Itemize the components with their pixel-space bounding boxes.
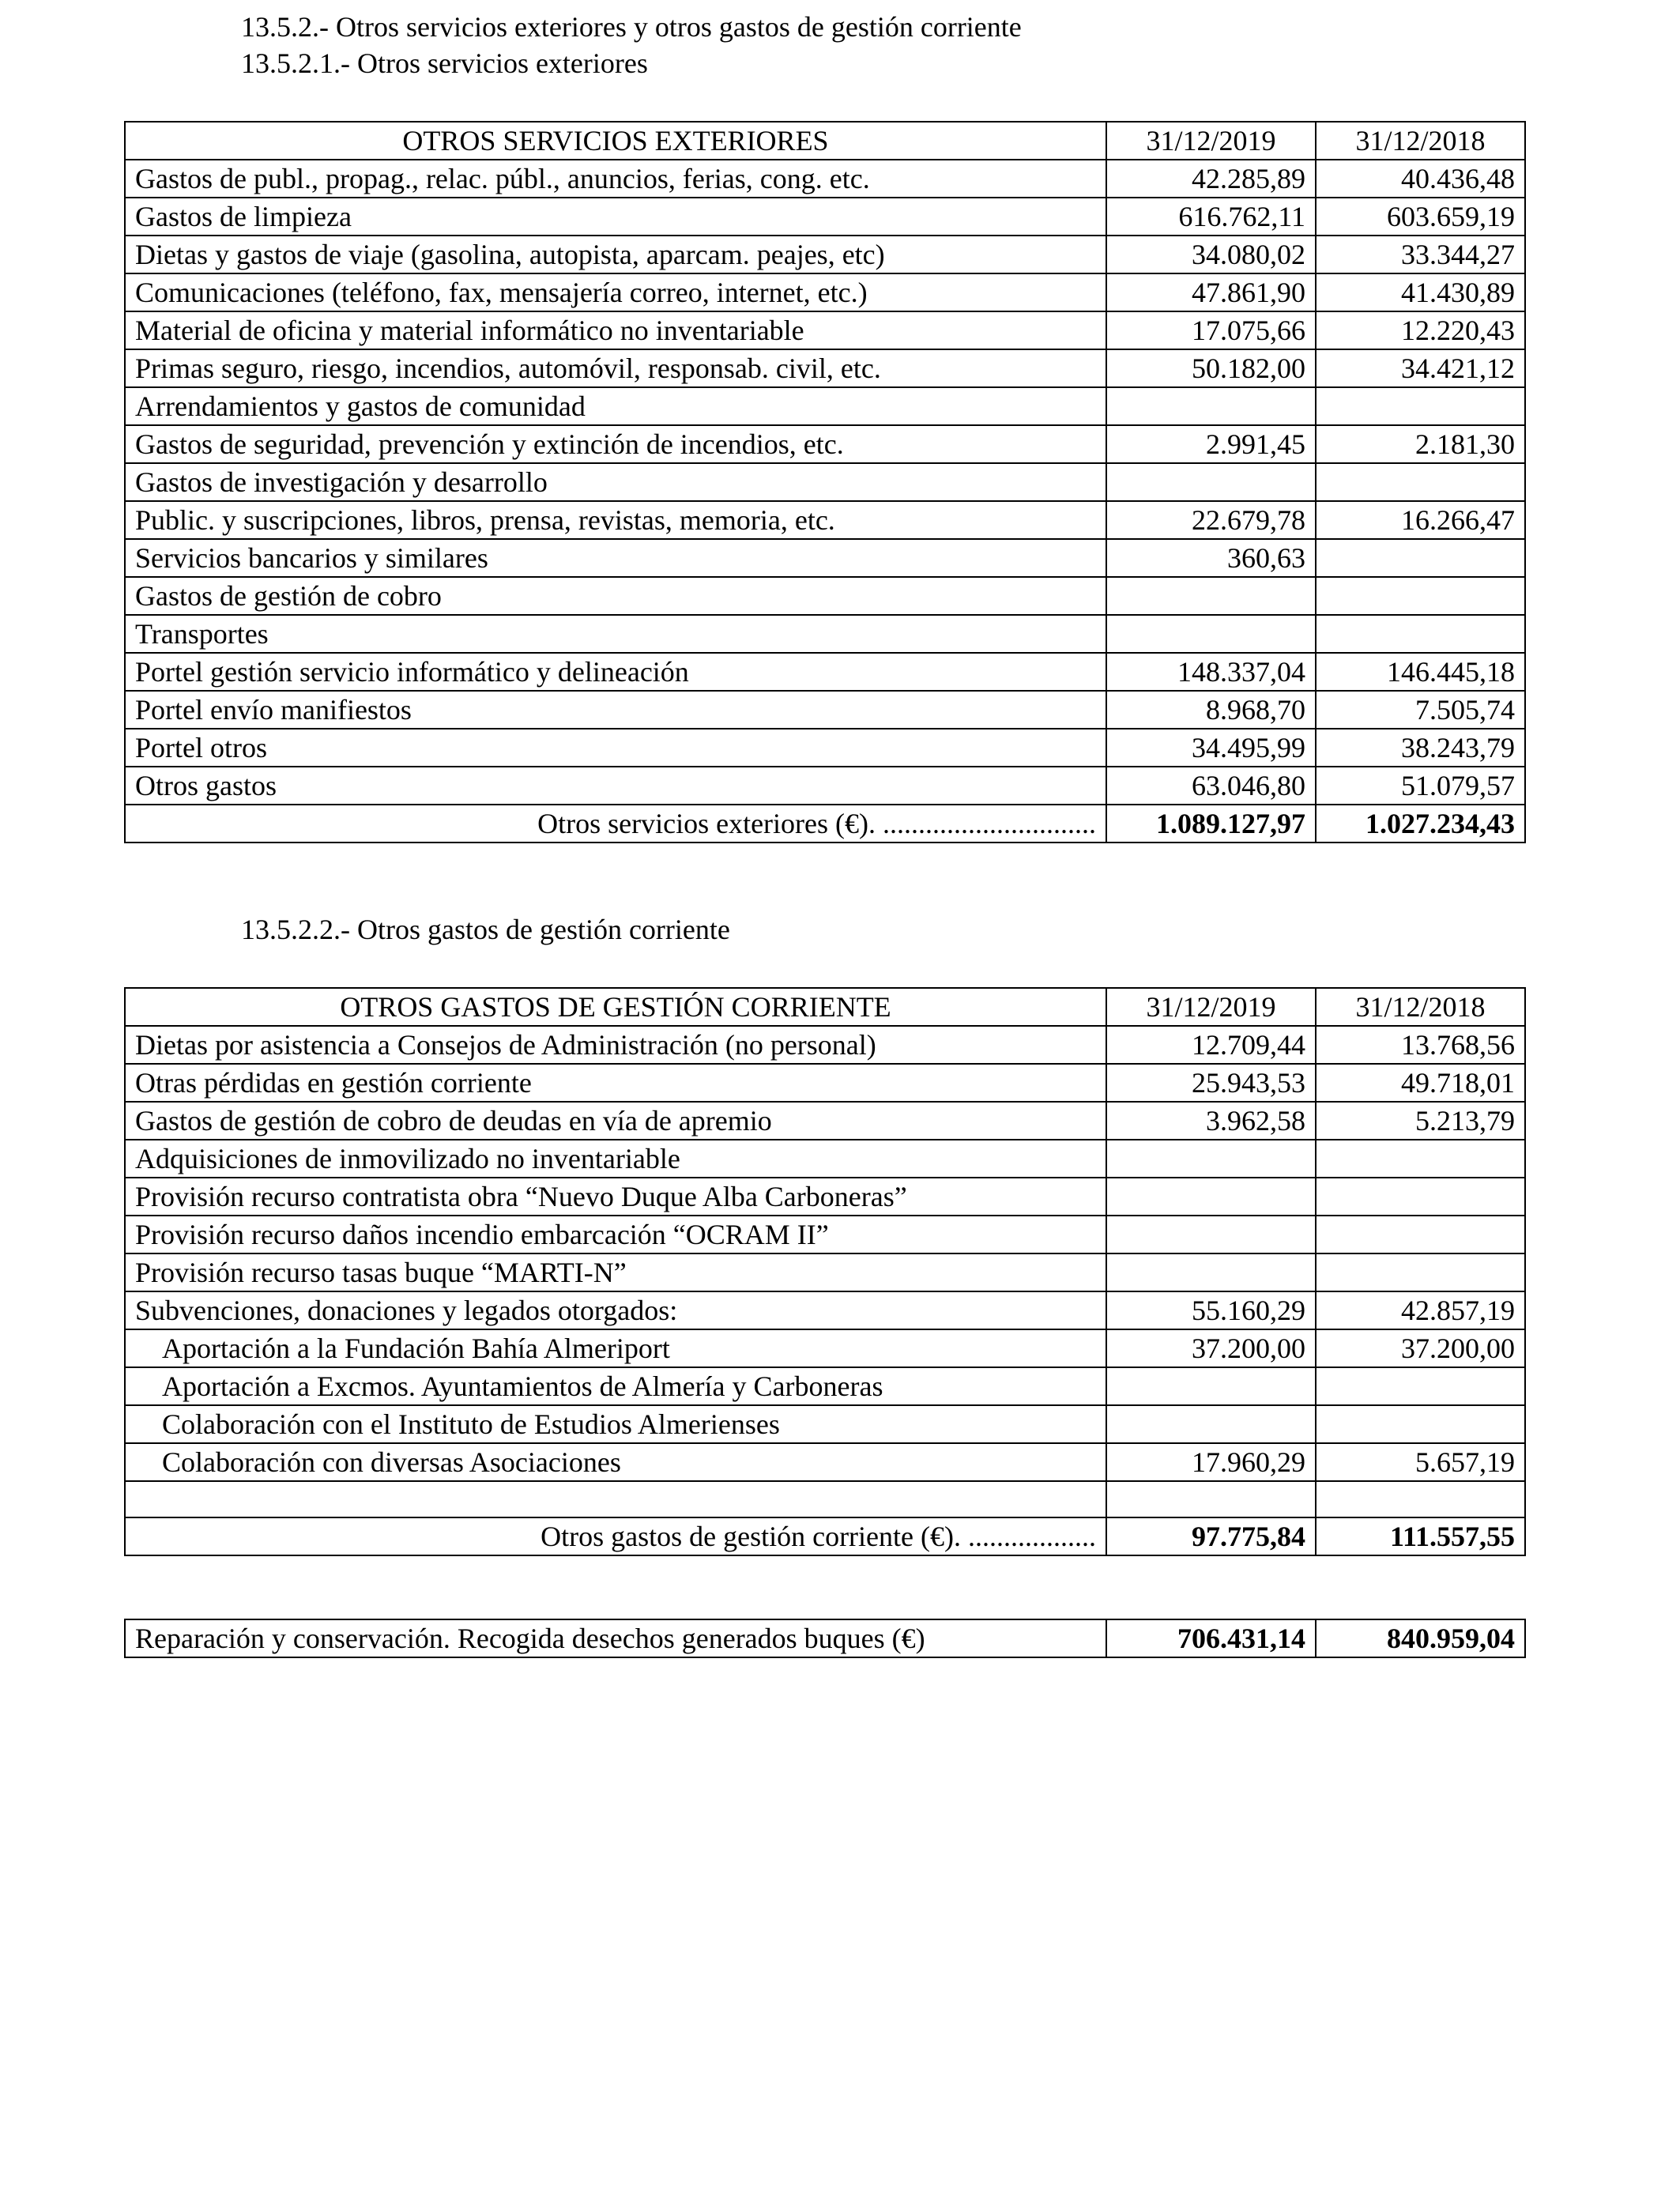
table-row bbox=[125, 1178, 1525, 1216]
table-row bbox=[125, 387, 1525, 425]
value-2018: 51.079,57 bbox=[1316, 767, 1525, 805]
row-label: Aportación a la Fundación Bahía Almeriport bbox=[125, 1329, 1106, 1367]
value-2018: 5.213,79 bbox=[1316, 1102, 1525, 1140]
total-2019: 97.775,84 bbox=[1106, 1517, 1316, 1555]
value-2018: 37.200,00 bbox=[1316, 1329, 1525, 1367]
value-2018 bbox=[1316, 1216, 1525, 1253]
table-row bbox=[125, 1102, 1525, 1140]
row-label: Gastos de gestión de cobro de deudas en vía de apremio bbox=[125, 1102, 1106, 1140]
row-label: Transportes bbox=[125, 615, 1106, 653]
value-2019: 22.679,78 bbox=[1106, 501, 1316, 539]
value-2019 bbox=[1106, 1405, 1316, 1443]
value-2018: 2.181,30 bbox=[1316, 425, 1525, 463]
table-row bbox=[125, 1216, 1525, 1253]
value-2018 bbox=[1316, 577, 1525, 615]
row-label: Otras pérdidas en gestión corriente bbox=[125, 1064, 1106, 1102]
row-label: Gastos de seguridad, prevención y extinción de incendios, etc. bbox=[125, 425, 1106, 463]
table-row bbox=[125, 1481, 1525, 1517]
table-row bbox=[125, 577, 1525, 615]
value-2018: 34.421,12 bbox=[1316, 349, 1525, 387]
row-label: Gastos de limpieza bbox=[125, 198, 1106, 236]
value-2019: 360,63 bbox=[1106, 539, 1316, 577]
value-2018: 41.430,89 bbox=[1316, 273, 1525, 311]
table-row bbox=[125, 198, 1525, 236]
table-row bbox=[125, 501, 1525, 539]
row-label: Provisión recurso tasas buque “MARTI-N” bbox=[125, 1253, 1106, 1291]
row-label: Otros gastos bbox=[125, 767, 1106, 805]
header-label: OTROS SERVICIOS EXTERIORES bbox=[125, 122, 1106, 160]
value-2018: 5.657,19 bbox=[1316, 1443, 1525, 1481]
value-2019 bbox=[1106, 577, 1316, 615]
table-row bbox=[125, 1443, 1525, 1481]
header-2018: 31/12/2018 bbox=[1316, 122, 1525, 160]
table-row bbox=[125, 767, 1525, 805]
value-2018: 146.445,18 bbox=[1316, 653, 1525, 691]
row-label bbox=[125, 1481, 1106, 1517]
value-2019 bbox=[1106, 387, 1316, 425]
value-2018: 40.436,48 bbox=[1316, 160, 1525, 198]
value-2018: 33.344,27 bbox=[1316, 236, 1525, 273]
value-2019 bbox=[1106, 1253, 1316, 1291]
section-heading-13-5-2-1: 13.5.2.1.- Otros servicios exteriores bbox=[241, 47, 648, 79]
table-row bbox=[125, 1367, 1525, 1405]
row-label: Dietas por asistencia a Consejos de Administración (no personal) bbox=[125, 1026, 1106, 1064]
table-row bbox=[125, 615, 1525, 653]
value-2018 bbox=[1316, 1367, 1525, 1405]
table-row bbox=[125, 1026, 1525, 1064]
table-row bbox=[125, 653, 1525, 691]
value-2018: 840.959,04 bbox=[1316, 1619, 1525, 1657]
total-label: Otros servicios exteriores (€). .............................. bbox=[125, 805, 1106, 843]
table-header-row bbox=[125, 122, 1525, 160]
value-2018: 42.857,19 bbox=[1316, 1291, 1525, 1329]
table-row bbox=[125, 273, 1525, 311]
table-row bbox=[125, 1329, 1525, 1367]
value-2019: 34.495,99 bbox=[1106, 729, 1316, 767]
row-label: Dietas y gastos de viaje (gasolina, autopista, aparcam. peajes, etc) bbox=[125, 236, 1106, 273]
table-row bbox=[125, 1140, 1525, 1178]
row-label: Comunicaciones (teléfono, fax, mensajería correo, internet, etc.) bbox=[125, 273, 1106, 311]
value-2019: 50.182,00 bbox=[1106, 349, 1316, 387]
value-2019: 25.943,53 bbox=[1106, 1064, 1316, 1102]
value-2019 bbox=[1106, 1178, 1316, 1216]
total-row bbox=[125, 805, 1525, 843]
value-2019: 148.337,04 bbox=[1106, 653, 1316, 691]
value-2019: 47.861,90 bbox=[1106, 273, 1316, 311]
reparacion-conservacion-table bbox=[124, 1619, 1526, 1658]
value-2019: 616.762,11 bbox=[1106, 198, 1316, 236]
value-2019: 12.709,44 bbox=[1106, 1026, 1316, 1064]
value-2018 bbox=[1316, 1481, 1525, 1517]
section-heading-13-5-2: 13.5.2.- Otros servicios exteriores y otros gastos de gestión corriente bbox=[241, 11, 1022, 43]
table-row bbox=[125, 1405, 1525, 1443]
table-row bbox=[125, 729, 1525, 767]
row-label: Gastos de publ., propag., relac. públ., anuncios, ferias, cong. etc. bbox=[125, 160, 1106, 198]
value-2019 bbox=[1106, 463, 1316, 501]
value-2018: 603.659,19 bbox=[1316, 198, 1525, 236]
value-2018: 7.505,74 bbox=[1316, 691, 1525, 729]
row-label: Portel envío manifiestos bbox=[125, 691, 1106, 729]
table-row bbox=[125, 1064, 1525, 1102]
total-2019: 1.089.127,97 bbox=[1106, 805, 1316, 843]
value-2019: 55.160,29 bbox=[1106, 1291, 1316, 1329]
row-label: Portel gestión servicio informático y delineación bbox=[125, 653, 1106, 691]
total-label: Otros gastos de gestión corriente (€). .................. bbox=[125, 1517, 1106, 1555]
total-row bbox=[125, 1517, 1525, 1555]
value-2019: 17.960,29 bbox=[1106, 1443, 1316, 1481]
value-2018 bbox=[1316, 463, 1525, 501]
table-row bbox=[125, 539, 1525, 577]
value-2019: 2.991,45 bbox=[1106, 425, 1316, 463]
value-2019: 34.080,02 bbox=[1106, 236, 1316, 273]
row-label: Servicios bancarios y similares bbox=[125, 539, 1106, 577]
table-row bbox=[125, 1291, 1525, 1329]
table-row bbox=[125, 1619, 1525, 1657]
value-2018 bbox=[1316, 1140, 1525, 1178]
value-2018: 16.266,47 bbox=[1316, 501, 1525, 539]
value-2018 bbox=[1316, 615, 1525, 653]
value-2018 bbox=[1316, 387, 1525, 425]
row-label: Provisión recurso daños incendio embarcación “OCRAM II” bbox=[125, 1216, 1106, 1253]
row-label: Primas seguro, riesgo, incendios, automóvil, responsab. civil, etc. bbox=[125, 349, 1106, 387]
row-label: Provisión recurso contratista obra “Nuevo Duque Alba Carboneras” bbox=[125, 1178, 1106, 1216]
row-label: Subvenciones, donaciones y legados otorgados: bbox=[125, 1291, 1106, 1329]
table-row bbox=[125, 1253, 1525, 1291]
value-2018 bbox=[1316, 539, 1525, 577]
row-label: Colaboración con diversas Asociaciones bbox=[125, 1443, 1106, 1481]
value-2019 bbox=[1106, 1140, 1316, 1178]
row-label: Gastos de gestión de cobro bbox=[125, 577, 1106, 615]
value-2018: 12.220,43 bbox=[1316, 311, 1525, 349]
row-label: Aportación a Excmos. Ayuntamientos de Almería y Carboneras bbox=[125, 1367, 1106, 1405]
value-2019: 17.075,66 bbox=[1106, 311, 1316, 349]
row-label: Material de oficina y material informático no inventariable bbox=[125, 311, 1106, 349]
total-2018: 111.557,55 bbox=[1316, 1517, 1525, 1555]
value-2018: 49.718,01 bbox=[1316, 1064, 1525, 1102]
header-label: OTROS GASTOS DE GESTIÓN CORRIENTE bbox=[125, 988, 1106, 1026]
table-row bbox=[125, 349, 1525, 387]
section-heading-13-5-2-2: 13.5.2.2.- Otros gastos de gestión corriente bbox=[241, 914, 730, 945]
table-row bbox=[125, 425, 1525, 463]
table-row bbox=[125, 691, 1525, 729]
value-2018 bbox=[1316, 1405, 1525, 1443]
value-2018 bbox=[1316, 1253, 1525, 1291]
row-label: Adquisiciones de inmovilizado no inventariable bbox=[125, 1140, 1106, 1178]
value-2019 bbox=[1106, 615, 1316, 653]
value-2019: 8.968,70 bbox=[1106, 691, 1316, 729]
value-2019: 42.285,89 bbox=[1106, 160, 1316, 198]
otros-servicios-exteriores-table bbox=[124, 121, 1526, 843]
header-2018: 31/12/2018 bbox=[1316, 988, 1525, 1026]
value-2018: 38.243,79 bbox=[1316, 729, 1525, 767]
row-label: Reparación y conservación. Recogida desechos generados buques (€) bbox=[125, 1619, 1106, 1657]
value-2019 bbox=[1106, 1367, 1316, 1405]
row-label: Gastos de investigación y desarrollo bbox=[125, 463, 1106, 501]
value-2019: 3.962,58 bbox=[1106, 1102, 1316, 1140]
otros-gastos-gestion-table bbox=[124, 987, 1526, 1556]
row-label: Colaboración con el Instituto de Estudios Almerienses bbox=[125, 1405, 1106, 1443]
total-2018: 1.027.234,43 bbox=[1316, 805, 1525, 843]
row-label: Portel otros bbox=[125, 729, 1106, 767]
value-2019: 706.431,14 bbox=[1106, 1619, 1316, 1657]
header-2019: 31/12/2019 bbox=[1106, 122, 1316, 160]
table-row bbox=[125, 236, 1525, 273]
row-label: Arrendamientos y gastos de comunidad bbox=[125, 387, 1106, 425]
header-2019: 31/12/2019 bbox=[1106, 988, 1316, 1026]
value-2019 bbox=[1106, 1216, 1316, 1253]
value-2018 bbox=[1316, 1178, 1525, 1216]
table-header-row bbox=[125, 988, 1525, 1026]
value-2019: 37.200,00 bbox=[1106, 1329, 1316, 1367]
row-label: Public. y suscripciones, libros, prensa, revistas, memoria, etc. bbox=[125, 501, 1106, 539]
value-2019 bbox=[1106, 1481, 1316, 1517]
value-2018: 13.768,56 bbox=[1316, 1026, 1525, 1064]
table-row bbox=[125, 463, 1525, 501]
value-2019: 63.046,80 bbox=[1106, 767, 1316, 805]
table-row bbox=[125, 311, 1525, 349]
table-row bbox=[125, 160, 1525, 198]
